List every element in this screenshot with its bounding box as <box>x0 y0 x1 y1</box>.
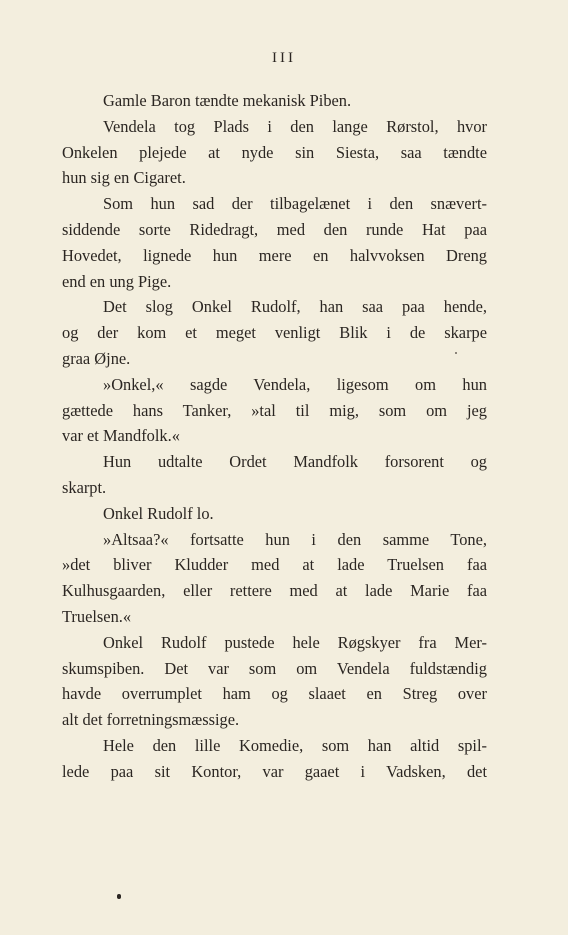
text-line: Hele den lille Komedie, som han altid spil- <box>103 735 487 755</box>
text-line: havde overrumplet ham og slaaet en Streg over <box>62 684 487 704</box>
text-line: og der kom et meget venligt Blik i de skarpe <box>62 323 487 343</box>
text-line: alt det forretningsmæssige. <box>62 710 240 730</box>
text-line: Onkel Rudolf pustede hele Røgskyer fra Mer- <box>103 632 487 652</box>
text-line: hun sig en Cigaret. <box>62 168 186 188</box>
text-line: end en ung Pige. <box>62 271 172 291</box>
text-line: lede paa sit Kontor, var gaaet i Vadsken, det <box>62 761 487 781</box>
text-line: Gamle Baron tændte mekanisk Piben. <box>103 91 352 110</box>
text-line: Vendela tog Plads i den lange Rørstol, hvor <box>103 116 487 136</box>
page-number: III <box>272 50 296 66</box>
text-line: Truelsen.« <box>62 606 132 626</box>
text-line: »Onkel,« sagde Vendela, ligesom om hun <box>103 374 487 394</box>
text-line: siddende sorte Ridedragt, med den runde Hat paa <box>62 219 487 239</box>
text-line: Hovedet, lignede hun mere en halvvoksen Dreng <box>62 245 487 265</box>
text-line: skarpt. <box>62 477 107 497</box>
text-line: skumspiben. Det var som om Vendela fuldstændig <box>62 658 487 678</box>
text-line: »Altsaa?« fortsatte hun i den samme Tone, <box>103 529 487 549</box>
text-line: »det bliver Kludder med at lade Truelsen faa <box>62 555 487 575</box>
text-line: graa Øjne. <box>62 348 131 368</box>
body-text <box>62 88 487 785</box>
text-line: var et Mandfolk.« <box>62 426 180 446</box>
text-line: Kulhusgaarden, eller rettere med at lade Marie faa <box>62 581 487 601</box>
text-line: Det slog Onkel Rudolf, han saa paa hende, <box>103 297 487 317</box>
text-line: Hun udtalte Ordet Mandfolk forsorent og <box>103 452 487 472</box>
text-line: Onkel Rudolf lo. <box>103 503 214 523</box>
print-speck <box>455 352 457 354</box>
text-line: Onkelen plejede at nyde sin Siesta, saa tændte <box>62 142 487 162</box>
text-line: gættede hans Tanker, »tal til mig, som om jeg <box>62 400 487 420</box>
ink-speck <box>117 894 121 899</box>
text-line: Som hun sad der tilbagelænet i den snævert- <box>103 194 487 214</box>
